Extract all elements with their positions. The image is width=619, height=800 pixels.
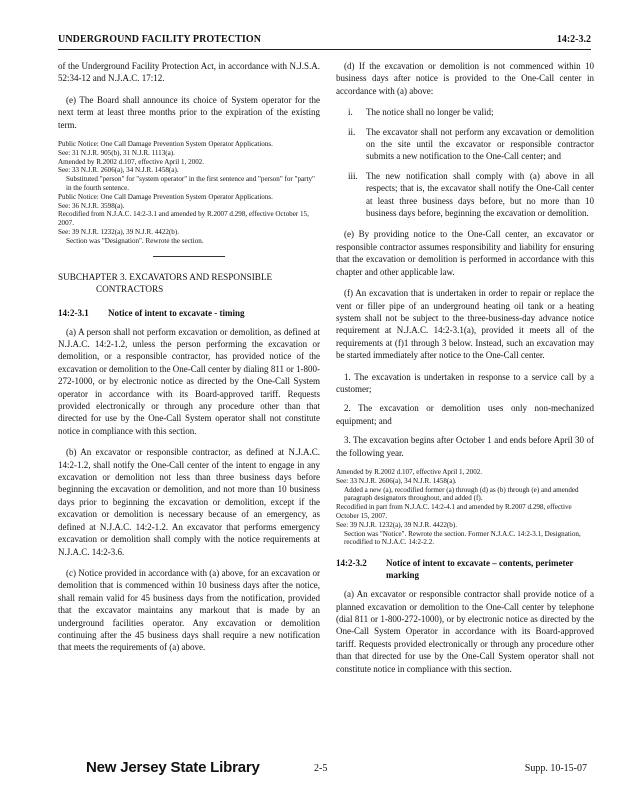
paragraph-a-3-2: (a) An excavator or responsible contractor shall provide notice of a planned excavation or demolition to the One-Call center by telephone (dial 811 or 1-800-272-1000), or by electronic notice as directed by the One-Call System Operator in accordance with its Board-approved tariff. Requests provided electronically or through any procedure other than that directed for use by the One-Call System operator shall not constitute notice in compliance with this section. — [336, 589, 594, 674]
numbered-list — [336, 371, 594, 459]
running-header-title: UNDERGROUND FACILITY PROTECTION — [58, 34, 262, 45]
section-number: 14:2-3.2 — [336, 558, 367, 569]
paragraph-e-right: (e) By providing notice to the One-Call center, an excavator or responsible contractor assumes responsibility and liability for ensuring that the excavation or demolition is performed in accordance with this chapter and other applicable law. — [336, 229, 594, 277]
list-marker: ii. — [348, 126, 356, 137]
list-item — [348, 170, 594, 220]
section-title: Notice of intent to excavate - timing — [108, 307, 245, 318]
supplement-date: Supp. 10-15-07 — [524, 763, 587, 774]
paragraph-a: (a) A person shall not perform excavation or demolition, as defined at N.J.A.C. 14:2-1.2, unless the person performing the excavation or demolition, or a responsible contractor, has provided notice of the excavation or demolition to the One-Call center by dialing 811 or 1-800-272-1000, or by electronic notice as directed by the One-Call System operator in accordance with its Board-approved tariff. Requests provided electronically or through any procedure other than that directed for use by the One-Call System operator shall not constitute notice in compliance with this section. — [58, 326, 320, 436]
history-line: See: 39 N.J.R. 1232(a), 39 N.J.R. 4422(b). — [336, 520, 457, 529]
history-line: Public Notice: One Call Damage Prevention System Operator Applications. — [58, 192, 273, 201]
subchapter-heading-line1: SUBCHAPTER 3. EXCAVATORS AND RESPONSIBLE — [58, 271, 273, 282]
list-item: 2. The excavation or demolition uses only non-mechanized equipment; and — [336, 403, 594, 426]
history-line: See: 33 N.J.R. 2606(a), 34 N.J.R. 1458(a). — [58, 166, 179, 175]
running-header — [58, 34, 591, 50]
list-text: The new notification shall comply with (a) above in all respects; that is, the excavator shall notify the One-Call center at least three business days before, but no more than 10 business days before, beginning the excavation or demolition. — [366, 170, 594, 219]
running-header-section: 14:2-3.2 — [556, 34, 591, 45]
list-item: 3. The excavation begins after October 1 and ends before April 30 of the following year. — [336, 435, 594, 458]
history-line: See: 39 N.J.R. 1232(a), 39 N.J.R. 4422(b). — [58, 228, 179, 236]
paragraph-continuation: of the Underground Facility Protection Act, in accordance with N.J.S.A. 52:34-12 and N.J.A.C. 17:12. — [58, 61, 320, 84]
page-number: 2-5 — [314, 763, 328, 774]
section-divider — [153, 256, 225, 257]
history-line: Substituted "person" for "system operator" in the first sentence and "person" for "party" in the fourth sentence. — [66, 175, 315, 193]
section-title: Notice of intent to excavate – contents, perimeter marking — [386, 558, 574, 581]
history-line: Recodified from N.J.A.C. 14:2-3.1 and amended by R.2007 d.298, effective October 15, 2007. — [58, 210, 309, 228]
list-item — [348, 106, 594, 118]
history-line: See: 36 N.J.R. 3598(a). — [58, 201, 125, 210]
paragraph-b: (b) An excavator or responsible contractor, as defined at N.J.A.C. 14:2-1.2, shall notify the One-Call center of the intent to engage in any excavation or demolition not less than three business days before beginning the excavation or demolition, and not more than 10 business days prior to beginning the excavation or demolition, except if the excavation or demolition is necessary because of an emergency, as defined at N.J.A.C. 14:2-1.2. An excavator that performs emergency excavation or demolition shall comply with the notice requirements at N.J.A.C. 14:2-3.6. — [58, 447, 320, 557]
paragraph-d: (d) If the excavation or demolition is not commenced within 10 business days after notice is provided to the One-Call center in accordance with (a) above: — [336, 61, 594, 96]
list-marker: iii. — [348, 170, 358, 181]
history-line: See: 31 N.J.R. 905(b), 31 N.J.R. 1113(a). — [58, 148, 175, 157]
history-line: Section was "Notice". Rewrote the section. Former N.J.A.C. 14:2-3.1, Designation, recodified to N.J.A.C. 14:2-2.2. — [344, 529, 581, 547]
paragraph-c: (c) Notice provided in accordance with (a) above, for an excavation or demolition that is commenced within 10 business days after the notice, shall remain valid for 45 business days from the notification, provided that the excavator maintains any markout that is made by an underground facilities operator. Any excavation or demolition continuing after the 45 business days shall require a new notification that meets the requirements of (a) above. — [58, 567, 320, 653]
list-text: The excavator shall not perform any excavation or demolition on the site until the excavator or responsible contractor submits a new notification to the One-Call center; and — [366, 126, 594, 162]
section-heading-3-1 — [58, 307, 320, 319]
list-item: 1. The excavation is undertaken in response to a service call by a customer; — [336, 371, 594, 394]
section-number: 14:2-3.1 — [58, 307, 89, 318]
history-note-left — [58, 140, 320, 246]
subchapter-heading — [58, 271, 320, 295]
paragraph-f: (f) An excavation that is undertaken in order to repair or replace the vent or filler pipe of an underground heating oil tank or a heating system shall not be subject to the three-business-day advance notice requirement at N.J.A.C. 14:2-3.1(a), provided it meets all of the requirements at (f)1 through 3 below. Instead, such an excavation may be started immediately after notice to the One-Call center. — [336, 288, 594, 361]
right-column — [336, 60, 594, 684]
history-line: See: 33 N.J.R. 2606(a), 34 N.J.R. 1458(a). — [336, 476, 457, 485]
page-footer — [86, 759, 591, 779]
left-column — [58, 60, 320, 663]
history-line: Section was "Designation". Rewrote the section. — [66, 236, 204, 245]
list-marker: i. — [348, 107, 353, 118]
list-text: The notice shall no longer be valid; — [366, 107, 494, 118]
history-note-right — [336, 468, 594, 547]
history-line: Recodified in part from N.J.A.C. 14:2-4.1 and amended by R.2007 d.298, effective October 15, 2007. — [336, 503, 572, 520]
roman-list — [336, 106, 594, 219]
history-line: Added a new (a), recodified former (a) through (d) as (b) through (e) and amended paragraph designators throughout, and added (f). — [344, 485, 579, 503]
subchapter-heading-line2: CONTRACTORS — [96, 283, 164, 294]
paragraph-e: (e) The Board shall announce its choice of System operator for the next term at least three months prior to the expiration of the existing term. — [58, 94, 320, 130]
section-heading-3-2 — [336, 557, 594, 581]
history-line: Amended by R.2002 d.107, effective April 1, 2002. — [336, 467, 483, 476]
list-item — [348, 126, 594, 163]
history-line: Public Notice: One Call Damage Prevention System Operator Applications. — [58, 140, 273, 149]
library-name: New Jersey State Library — [86, 759, 260, 776]
history-line: Amended by R.2002 d.107, effective April 1, 2002. — [58, 157, 205, 166]
